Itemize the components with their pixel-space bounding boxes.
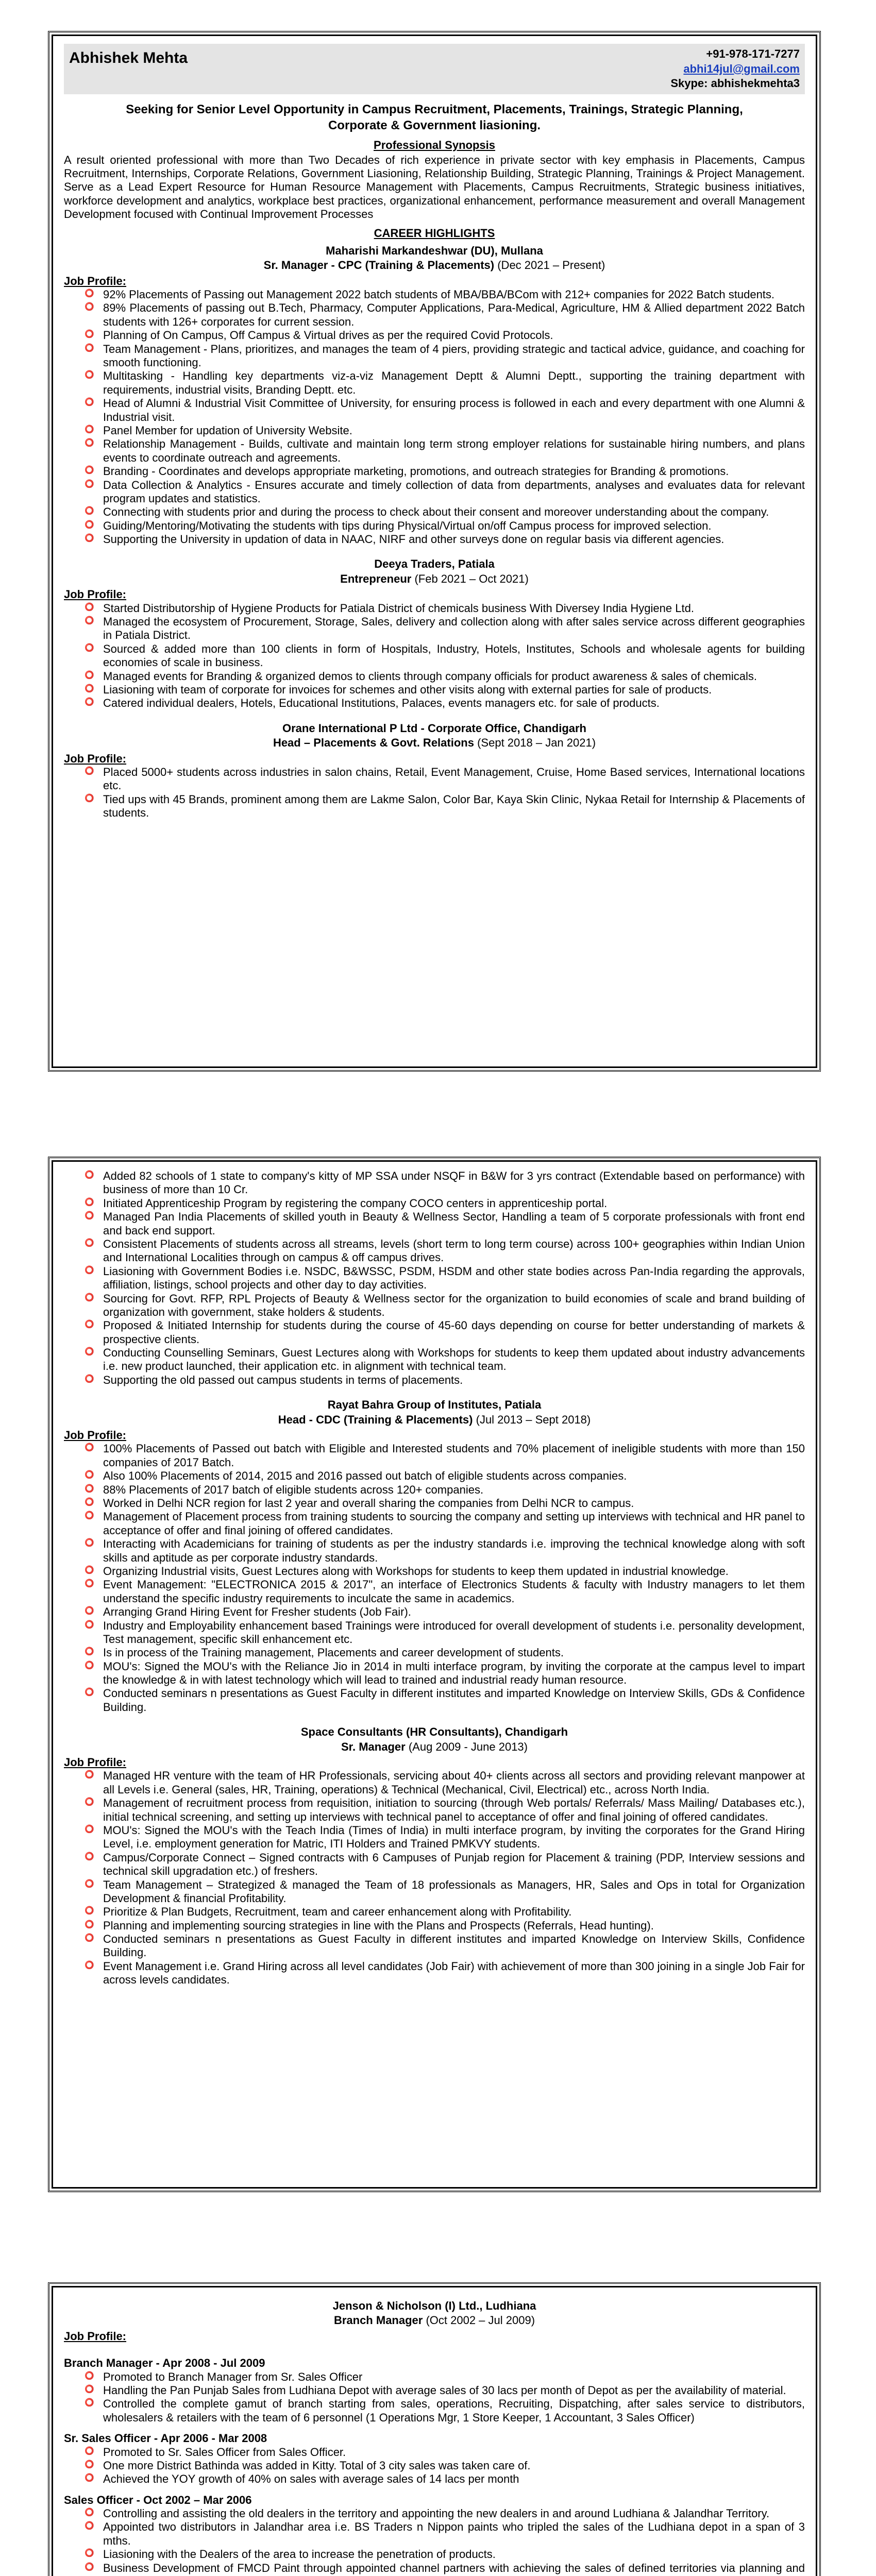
company-name: Orane International P Ltd - Corporate Office, Chandigarh [282, 721, 586, 735]
bullet-item: ⭕ Worked in Delhi NCR region for last 2 year and overall sharing the companies from Delhi NCR to campus. [85, 1497, 805, 1510]
role-title: Head – Placements & Govt. Relations (Sept 2018 – Jan 2021) [273, 736, 596, 750]
bullet-item: ⭕ Liasioning with the Dealers of the area to increase the penetration of products. [85, 2548, 805, 2561]
role-dates: (Feb 2021 – Oct 2021) [414, 572, 529, 585]
bullet-list [64, 602, 805, 710]
skype-id: Skype: abhishekmehta3 [670, 77, 800, 90]
bullet-list [64, 1170, 805, 1387]
bullet-item: ⭕ Started Distributorship of Hygiene Products for Patiala District of chemicals business With Diversey India Hygiene Ltd. [85, 602, 805, 615]
bullet-item: ⭕ 100% Placements of Passed out batch with Eligible and Interested students and 70% placement of ineligible students with more than 150 companies of 2017 Batch. [85, 1442, 805, 1469]
role-dates: (Oct 2002 – Jul 2009) [426, 2314, 535, 2327]
bullet-item: ⭕ Sourced & added more than 100 clients in form of Hospitals, Industry, Hotels, Institutes, Schools and wholesale agents for building economies of scale in business. [85, 642, 805, 670]
phone-number: +91-978-171-7277 [706, 47, 800, 60]
email-link[interactable]: abhi14jul@gmail.com [683, 62, 800, 75]
bullet-item: ⭕ Proposed & Initiated Internship for students during the course of 45-60 days depending on course for better understanding of markets & prospective clients. [85, 1319, 805, 1346]
resume-page-3 [48, 2282, 821, 2576]
bullet-item: ⭕ Conducted seminars n presentations as Guest Faculty in different institutes and imparted Knowledge on Interview Skills, Confidence Building. [85, 1933, 805, 1960]
bullet-item: ⭕ Achieved the YOY growth of 40% on sales with average sales of 14 lacs per month [85, 2472, 805, 2486]
company-name: Deeya Traders, Patiala [374, 557, 495, 571]
contact-block [670, 47, 800, 91]
job-profile-label: Job Profile: [64, 588, 127, 601]
bullet-item: ⭕ Team Management - Plans, prioritizes, and manages the team of 4 piers, providing strategic and tactical advice, guidance, and coaching for smooth functioning. [85, 343, 805, 370]
bullet-item: ⭕ Managed events for Branding & organized demos to clients through company officials for product awareness & sales of chemicals. [85, 670, 805, 683]
job-profile-label: Job Profile: [64, 2329, 127, 2343]
bullet-list [64, 2507, 805, 2576]
bullet-item: ⭕ Connecting with students prior and during the process to check about their consent and moreover understanding about the company. [85, 505, 805, 519]
role-title: Head - CDC (Training & Placements) (Jul 2013 – Sept 2018) [278, 1413, 591, 1426]
bullet-item: ⭕ Sourcing for Govt. RFP, RPL Projects of Beauty & Wellness sector for the organization to build economies of scale and brand building of organization with government, stake holders & students. [85, 1292, 805, 1319]
synopsis-text: A result oriented professional with more than Two Decades of rich experience in private sector with key emphasis in Placements, Campus Recruitment, Internships, Corporate Relations, Government Liasioning, Relationship Building, Strategic Planning, Trainings & Project Management. Serve as a Lead Expert Resource for Human Resource Management with Placements, Campus Recruitments, Strategic business initiatives, workforce development and analytics, workplace best practices, organizational enhancement, performance measurement and overall Management Development focused with Continual Improvement Processes [64, 153, 805, 221]
job-profile-label: Job Profile: [64, 274, 127, 287]
bullet-item: ⭕ Managed HR venture with the team of HR Professionals, servicing about 40+ clients across all sectors and providing relevant manpower at all Levels i.e. General (sales, HR, Training, operations) & Technical (Mechanical, Civil, Electrical) etc., across North India. [85, 1769, 805, 1797]
bullet-item: ⭕ MOU's: Signed the MOU's with the Teach India (Times of India) in multi interface program, by inviting the corporates for the Grand Hiring Level, i.e. employment generation for Matric, ITI Holders and Trained PMKVY students. [85, 1824, 805, 1851]
highlights-title: CAREER HIGHLIGHTS [374, 226, 495, 240]
role-title: Entrepreneur (Feb 2021 – Oct 2021) [340, 572, 529, 585]
resume-header [64, 44, 805, 94]
job-profile-label: Job Profile: [64, 1429, 127, 1442]
bullet-item: ⭕ Added 82 schools of 1 state to company's kitty of MP SSA under NSQF in B&W for 3 yrs contract (Extendable based on performance) with business of more than 10 Cr. [85, 1170, 805, 1197]
bullet-item: ⭕ Panel Member for updation of University Website. [85, 424, 805, 437]
bullet-item: ⭕ Catered individual dealers, Hotels, Educational Institutions, Palaces, events managers etc. for sale of products. [85, 697, 805, 710]
bullet-item: ⭕ Event Management: "ELECTRONICA 2015 & 2017", an interface of Electronics Students & faculty with Industry managers to let them understand the specific industry requirements to inculcate the same in academics. [85, 1578, 805, 1605]
bullet-item: ⭕ Placed 5000+ students across industries in salon chains, Retail, Event Management, Cruise, Home Based services, International locations etc. [85, 766, 805, 793]
sub-role-title: Sr. Sales Officer - Apr 2006 - Mar 2008 [64, 2432, 267, 2445]
bullet-item: ⭕ Conducting Counselling Seminars, Guest Lectures along with Workshops for students to keep them updated about industry advancements i.e. new product launched, their application etc. in alignment with technical team. [85, 1346, 805, 1374]
bullet-list [64, 2370, 805, 2425]
bullet-list [64, 288, 805, 546]
bullet-item: ⭕ Initiated Apprenticeship Program by registering the company COCO centers in apprenticeship portal. [85, 1197, 805, 1210]
role-dates: (Dec 2021 – Present) [497, 259, 605, 272]
bullet-item: ⭕ Event Management i.e. Grand Hiring across all level candidates (Job Fair) with achievement of more than 300 joining in a single Job Fair for across levels candidates. [85, 1960, 805, 1987]
bullet-item: ⭕ 89% Placements of passing out B.Tech, Pharmacy, Computer Applications, Para-Medical, Agriculture, HM & Allied department 2022 Batch students with 126+ corporates for current session. [85, 301, 805, 329]
bullet-item: ⭕ Also 100% Placements of 2014, 2015 and 2016 passed out batch of eligible students across companies. [85, 1469, 805, 1483]
bullet-item: ⭕ Prioritize & Plan Budgets, Recruitment, team and career enhancement along with Profitability. [85, 1905, 805, 1919]
bullet-item: ⭕ Promoted to Sr. Sales Officer from Sales Officer. [85, 2446, 805, 2459]
role-dates: (Sept 2018 – Jan 2021) [477, 736, 596, 750]
company-name: Rayat Bahra Group of Institutes, Patiala [327, 1398, 542, 1412]
sub-role-title: Sales Officer - Oct 2002 – Mar 2006 [64, 2493, 252, 2506]
bullet-list [64, 1769, 805, 1987]
bullet-item: ⭕ Relationship Management - Builds, cultivate and maintain long term strong employer relations for sustainable hiring numbers, and plans events to coordinate outreach and agreements. [85, 437, 805, 465]
bullet-item: ⭕ Industry and Employability enhancement based Trainings were introduced for overall development of students i.e. personality development, Test management, specific skill enhancement etc. [85, 1619, 805, 1647]
bullet-item: ⭕ Arranging Grand Hiring Event for Fresher students (Job Fair). [85, 1605, 805, 1619]
bullet-item: ⭕ Controlling and assisting the old dealers in the territory and appointing the new dealers in and around Ludhiana & Jalandhar Territory. [85, 2507, 805, 2520]
bullet-item: ⭕ Handling the Pan Punjab Sales from Ludhiana Depot with average sales of 30 lacs per month of Depot as per the availability of material. [85, 2384, 805, 2397]
bullet-item: ⭕ Branding - Coordinates and develops appropriate marketing, promotions, and outreach strategies for Branding & promotions. [85, 465, 805, 478]
bullet-item: ⭕ Campus/Corporate Connect – Signed contracts with 6 Campuses of Punjab region for Placement & training (PDP, Interview sessions and technical skill upgradation etc.) of freshers. [85, 1851, 805, 1878]
bullet-item: ⭕ Business Development of FMCD Paint through appointed channel partners with achieving the sales of defined territories via planning and [85, 2562, 805, 2576]
bullet-item: ⭕ Managed the ecosystem of Procurement, Storage, Sales, delivery and collection along with after sales service across different geographies in Patiala District. [85, 615, 805, 642]
bullet-item: ⭕ Guiding/Mentoring/Motivating the students with tips during Physical/Virtual on/off Campus process for improved selection. [85, 519, 805, 533]
role-dates: (Jul 2013 – Sept 2018) [476, 1413, 591, 1426]
bullet-item: ⭕ Data Collection & Analytics - Ensures accurate and timely collection of data from departments, analyses and evaluates data for relevant program updates and statistics. [85, 479, 805, 506]
bullet-item: ⭕ Liasioning with team of corporate for invoices for schemes and other visits along with external parties for sale of products. [85, 683, 805, 697]
bullet-item: ⭕ Management of recruitment process from requisition, initiation to sourcing (through Web portals/ Referrals/ Mass Mailing/ Databases etc.), initial technical screening, and setting up interviews with technical panel to acceptance of offer and final joining of offered candidates. [85, 1797, 805, 1824]
bullet-item: ⭕ Multitasking - Handling key departments viz-a-viz Management Deptt & Alumni Deptt., supporting the training department with requirements, industrial visits, Branding Deptt. etc. [85, 369, 805, 397]
bullet-item: ⭕ Supporting the University in updation of data in NAAC, NIRF and other surveys done on regular basis via different agencies. [85, 533, 805, 546]
resume-page-1 [48, 31, 821, 1072]
bullet-item: ⭕ One more District Bathinda was added in Kitty. Total of 3 city sales was taken care of. [85, 2459, 805, 2472]
role-title: Sr. Manager (Aug 2009 - June 2013) [341, 1740, 528, 1753]
bullet-item: ⭕ Head of Alumni & Industrial Visit Committee of University, for ensuring process is followed in each and every department with one Alumni & Industrial visit. [85, 397, 805, 424]
bullet-item: ⭕ Promoted to Branch Manager from Sr. Sales Officer [85, 2370, 805, 2384]
role-title: Branch Manager (Oct 2002 – Jul 2009) [333, 2314, 535, 2327]
bullet-item: ⭕ 88% Placements of 2017 batch of eligible students across 120+ companies. [85, 1483, 805, 1497]
synopsis-title: Professional Synopsis [374, 139, 495, 152]
bullet-item: ⭕ Management of Placement process from training students to sourcing the company and setting up interviews with technical and HR panel to acceptance of offer and final joining of offered candidates. [85, 1510, 805, 1537]
bullet-item: ⭕ Interacting with Academicians for training of students as per the industry standards i.e. improving the technical knowledge along with soft skills and aptitude as per corporate industry standards. [85, 1537, 805, 1565]
company-name: Maharishi Markandeshwar (DU), Mullana [326, 244, 543, 257]
bullet-item: ⭕ Organizing Industrial visits, Guest Lectures along with Workshops for students to keep them updated in industrial knowledge. [85, 1565, 805, 1578]
bullet-item: ⭕ Is in process of the Training management, Placements and career development of students. [85, 1646, 805, 1659]
bullet-item: ⭕ Appointed two distributors in Jalandhar area i.e. BS Traders n Nippon paints who tripled the sales of the Ludhiana depot in a span of 3 mths. [85, 2520, 805, 2548]
bullet-list [64, 2446, 805, 2486]
bullet-item: ⭕ Tied ups with 45 Brands, prominent among them are Lakme Salon, Color Bar, Kaya Skin Clinic, Nykaa Retail for Internship & Placements of students. [85, 793, 805, 820]
bullet-item: ⭕ Liasioning with Government Bodies i.e. NSDC, B&WSSC, PSDM, HSDM and other state bodies across Pan-India regarding the approvals, affiliation, listings, school projects and other day to day activities. [85, 1265, 805, 1292]
company-name: Space Consultants (HR Consultants), Chandigarh [300, 1725, 568, 1739]
role-dates: (Aug 2009 - June 2013) [408, 1740, 528, 1753]
bullet-item: ⭕ Consistent Placements of students across all streams, levels (short term to long term course) across 100+ geographies within Indian Union and International Localities through on campus & off campus drives. [85, 1238, 805, 1265]
bullet-item: ⭕ MOU's: Signed the MOU's with the Reliance Jio in 2014 in multi interface program, by inviting the corporate at the campus level to impart the knowledge & in with latest technology which will lead to trained and industrial ready human resource. [85, 1660, 805, 1687]
bullet-list [64, 766, 805, 820]
bullet-item: ⭕ Team Management – Strategized & managed the Team of 18 professionals as Managers, HR, Sales and Ops in total for Organization Development & financial Profitability. [85, 1878, 805, 1906]
objective-statement: Seeking for Senior Level Opportunity in Campus Recruitment, Placements, Trainings, Strategic Planning, Corporate & Government liasioning. [126, 102, 743, 132]
role-title: Sr. Manager - CPC (Training & Placements) (Dec 2021 – Present) [263, 259, 605, 272]
company-name: Jenson & Nicholson (I) Ltd., Ludhiana [332, 2299, 536, 2312]
bullet-item: ⭕ Controlled the complete gamut of branch starting from sales, operations, Recruiting, Dispatching, after sales service to distributors, wholesalers & retailers with the team of 6 personnel (1 Operations Mgr, 1 Store Keeper, 1 Accountant, 3 Sales Officer) [85, 2397, 805, 2425]
bullet-list [64, 1442, 805, 1714]
bullet-item: ⭕ Conducted seminars n presentations as Guest Faculty in different institutes and imparted Knowledge on Interview Skills, GDs & Confidence Building. [85, 1687, 805, 1714]
candidate-name: Abhishek Mehta [69, 49, 188, 66]
bullet-item: ⭕ Planning of On Campus, Off Campus & Virtual drives as per the required Covid Protocols. [85, 329, 805, 342]
job-profile-label: Job Profile: [64, 752, 127, 765]
bullet-item: ⭕ Supporting the old passed out campus students in terms of placements. [85, 1374, 805, 1387]
bullet-item: ⭕ Managed Pan India Placements of skilled youth in Beauty & Wellness Sector, Handling a team of 5 corporate professionals with front end and back end support. [85, 1210, 805, 1238]
bullet-item: ⭕ 92% Placements of Passing out Management 2022 batch students of MBA/BBA/BCom with 212+ companies for 2022 Batch students. [85, 288, 805, 301]
job-profile-label: Job Profile: [64, 1756, 127, 1769]
sub-role-title: Branch Manager - Apr 2008 - Jul 2009 [64, 2357, 265, 2370]
bullet-item: ⭕ Planning and implementing sourcing strategies in line with the Plans and Prospects (Referrals, Head hunting). [85, 1919, 805, 1933]
resume-page-2 [48, 1157, 821, 2192]
